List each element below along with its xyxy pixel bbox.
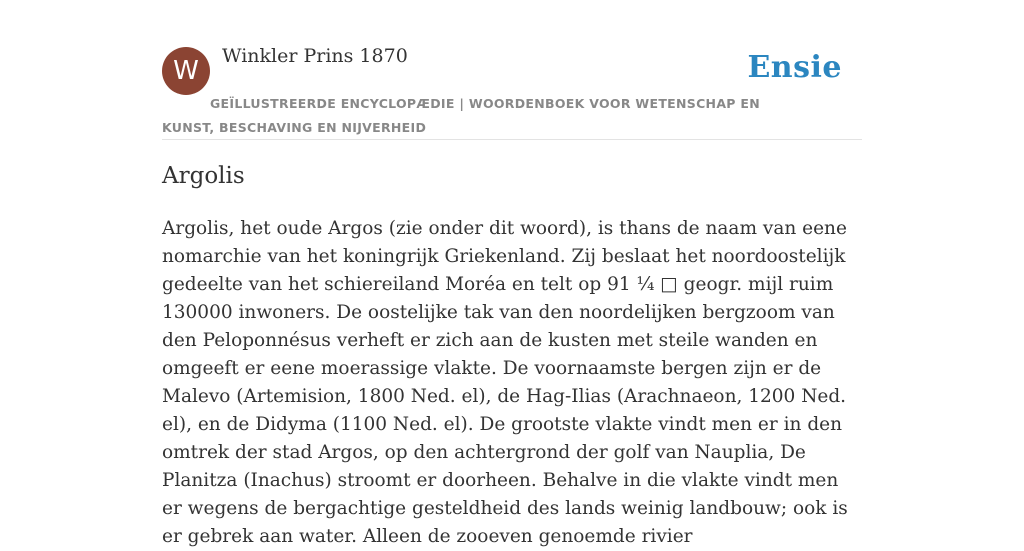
source-title[interactable]: Winkler Prins 1870: [222, 45, 408, 67]
avatar[interactable]: W: [162, 47, 210, 95]
article-body: Argolis, het oude Argos (zie onder dit woord), is thans de naam van eene nomarchie van het koningrijk Griekenland. Zij beslaat het noordoostelijk gedeelte van het schiereiland Moréa en telt op 91 ¼ □ geogr. mijl ruim 130000 inwoners. De oostelijke tak van den noordelijken bergzoom van den Peloponnésus verheft er zich aan de kusten met steile wanden en omgeeft er eene moerassige vlakte. De voornaamste bergen zijn er de Malevo (Artemision, 1800 Ned. el), de Hag-Ilias (Arachnaeon, 1200 Ned. el), en de Didyma (1100 Ned. el). De grootste vlakte vindt men er in den omtrek der stad Argos, op den achtergrond der golf van Nauplia, De Planitza (Inachus) stroomt er doorheen. Behalve in die vlakte vindt men er wegens de bergachtige gesteldheid des lands weinig landbouw; ook is er gebrek aan water. Alleen de zooeven genoemde rivier: [162, 218, 848, 547]
header-divider: [162, 139, 862, 140]
ensie-logo-link[interactable]: Ensie: [747, 50, 842, 85]
source-subtitle: GEÏLLUSTREERDE ENCYCLOPÆDIE | WOORDENBOEK VOOR WETENSCHAP EN KUNST, BESCHAVING EN NIJVERHEID: [162, 96, 760, 135]
page-title: Argolis: [162, 163, 245, 189]
